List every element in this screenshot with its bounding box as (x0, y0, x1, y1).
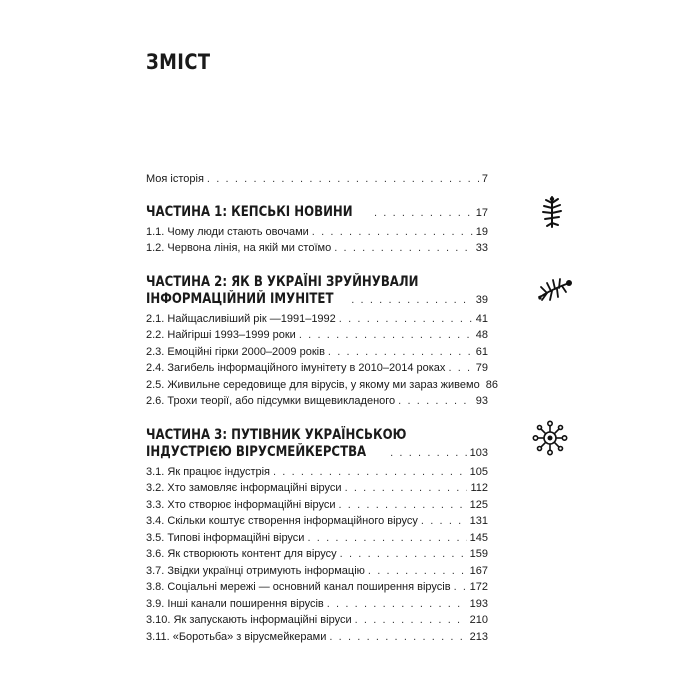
part-2-heading[interactable] (146, 292, 488, 307)
toc-entry-label: 1.1. Чому люди стають овочами (146, 226, 309, 238)
toc-entry-label: 2.5. Живильне середовище для вірусів, у якому ми зараз живемо (146, 379, 480, 391)
toc-entry-label: 2.3. Емоційні гірки 2000–2009 років (146, 346, 325, 358)
toc-entry-2-5[interactable] (146, 378, 498, 392)
toc-entry-3-7[interactable] (146, 564, 488, 578)
part-heading-label: ЧАСТИНА 1: КЕПСЬКІ НОВИНИ (146, 204, 353, 220)
toc-entry-page: 93 (475, 395, 488, 407)
dot-leader (339, 498, 467, 512)
toc-entry-page: 131 (469, 515, 488, 527)
toc-entry-label: 1.2. Червона лінія, на якій ми стоїмо (146, 242, 332, 254)
toc-entry-page: 172 (469, 581, 488, 593)
dot-leader (339, 312, 473, 326)
toc-entry-label: Моя історія (146, 173, 204, 185)
part-heading-label: ІНДУСТРІЄЮ ВІРУСМЕЙКЕРСТВА (146, 444, 367, 460)
toc-entry-3-8[interactable] (146, 580, 488, 594)
dot-leader (351, 293, 473, 307)
dot-leader (329, 630, 466, 644)
virus-ornament-icon (532, 420, 568, 456)
toc-entry-page: 210 (469, 614, 488, 626)
toc-entry-3-3[interactable] (146, 498, 488, 512)
toc-entry-page: 86 (485, 379, 498, 391)
dot-leader (312, 225, 473, 239)
toc-entry-page: 79 (475, 362, 488, 374)
toc-entry-3-6[interactable] (146, 547, 488, 561)
dot-leader (307, 531, 466, 545)
toc-entry-label: 3.7. Звідки українці отримують інформацію (146, 565, 365, 577)
toc-entry-2-1[interactable] (146, 312, 488, 326)
dot-leader (374, 206, 473, 220)
part-heading-page: 17 (475, 207, 488, 219)
part-heading-page: 39 (475, 294, 488, 306)
toc-entry-page: 105 (469, 466, 488, 478)
toc-entry-page: 145 (469, 532, 488, 544)
dot-leader (368, 564, 467, 578)
dot-leader (334, 241, 473, 255)
toc-entry-label: 3.5. Типові інформаційні віруси (146, 532, 305, 544)
toc-entry-label: 2.4. Загибель інформаційного імунітету в 2010–2014 роках (146, 362, 446, 374)
branch-ornament-icon (538, 195, 566, 229)
toc-entry-3-5[interactable] (146, 531, 488, 545)
toc-entry-page: 61 (475, 346, 488, 358)
toc-entry-page: 19 (475, 226, 488, 238)
toc-entry-label: 2.2. Найгірші 1993–1999 роки (146, 329, 296, 341)
part-heading-label: ІНФОРМАЦІЙНИЙ ІМУНІТЕТ (146, 291, 334, 307)
toc-entry-label: 3.4. Скільки коштує створення інформаційного вірусу (146, 515, 418, 527)
toc-entry-3-1[interactable] (146, 465, 488, 479)
splash-ornament-icon (535, 273, 575, 305)
toc-entry-page: 193 (469, 598, 488, 610)
toc-entry-3-2[interactable] (146, 481, 488, 495)
toc-entry-page: 159 (469, 548, 488, 560)
toc-entry-page: 7 (481, 173, 488, 185)
toc-entry-label: 2.6. Трохи теорії, або підсумки вищевикладеного (146, 395, 396, 407)
toc-entry-page: 167 (469, 565, 488, 577)
dot-leader (340, 547, 467, 561)
dot-leader (398, 394, 473, 408)
dot-leader (390, 446, 467, 460)
toc-entry-page: 112 (470, 482, 488, 494)
dot-leader (327, 597, 467, 611)
dot-leader (299, 328, 473, 342)
toc-entry-page: 213 (469, 631, 488, 643)
toc-entry-page: 33 (475, 242, 488, 254)
toc-entry-2-6[interactable] (146, 394, 488, 408)
dot-leader (273, 465, 467, 479)
part-3-heading-line-1: ЧАСТИНА 3: ПУТІВНИК УКРАЇНСЬКОЮ (146, 427, 407, 443)
toc-entry-intro[interactable] (146, 172, 488, 186)
toc-entry-2-4[interactable] (146, 361, 488, 375)
toc-entry-label: 3.9. Інші канали поширення вірусів (146, 598, 324, 610)
toc-entry-label: 3.10. Як запускають інформаційні віруси (146, 614, 352, 626)
toc-entry-2-3[interactable] (146, 345, 488, 359)
toc-entry-3-10[interactable] (146, 613, 488, 627)
toc-entry-label: 3.8. Соціальні мережі — основний канал поширення вірусів (146, 581, 451, 593)
dot-leader (448, 361, 472, 375)
dot-leader (328, 345, 473, 359)
dot-leader (454, 580, 467, 594)
page-title: ЗМІСТ (146, 50, 211, 74)
toc-entry-label: 3.6. Як створюють контент для вірусу (146, 548, 337, 560)
toc-entry-label: 3.1. Як працює індустрія (146, 466, 270, 478)
toc-entry-label: 3.3. Хто створює інформаційні віруси (146, 499, 336, 511)
toc-entry-3-4[interactable] (146, 514, 488, 528)
toc-entry-page: 125 (469, 499, 488, 511)
toc-entry-3-9[interactable] (146, 597, 488, 611)
dot-leader (345, 481, 468, 495)
toc-entry-label: 3.2. Хто замовляє інформаційні віруси (146, 482, 342, 494)
part-3-heading[interactable] (146, 445, 488, 460)
part-heading-page: 103 (469, 447, 488, 459)
toc-entry-label: 2.1. Найщасливіший рік —1991–1992 (146, 313, 336, 325)
toc-entry-2-2[interactable] (146, 328, 488, 342)
part-1-heading[interactable] (146, 205, 488, 220)
toc-entry-3-11[interactable] (146, 630, 488, 644)
dot-leader (207, 172, 479, 186)
toc-entry-1-1[interactable] (146, 225, 488, 239)
toc-entry-page: 48 (475, 329, 488, 341)
dot-leader (355, 613, 467, 627)
toc-entry-page: 41 (475, 313, 488, 325)
toc-entry-label: 3.11. «Боротьба» з вірусмейкерами (146, 631, 327, 643)
dot-leader (421, 514, 467, 528)
part-2-heading-line-1: ЧАСТИНА 2: ЯК В УКРАЇНІ ЗРУЙНУВАЛИ (146, 274, 419, 290)
toc-entry-1-2[interactable] (146, 241, 488, 255)
